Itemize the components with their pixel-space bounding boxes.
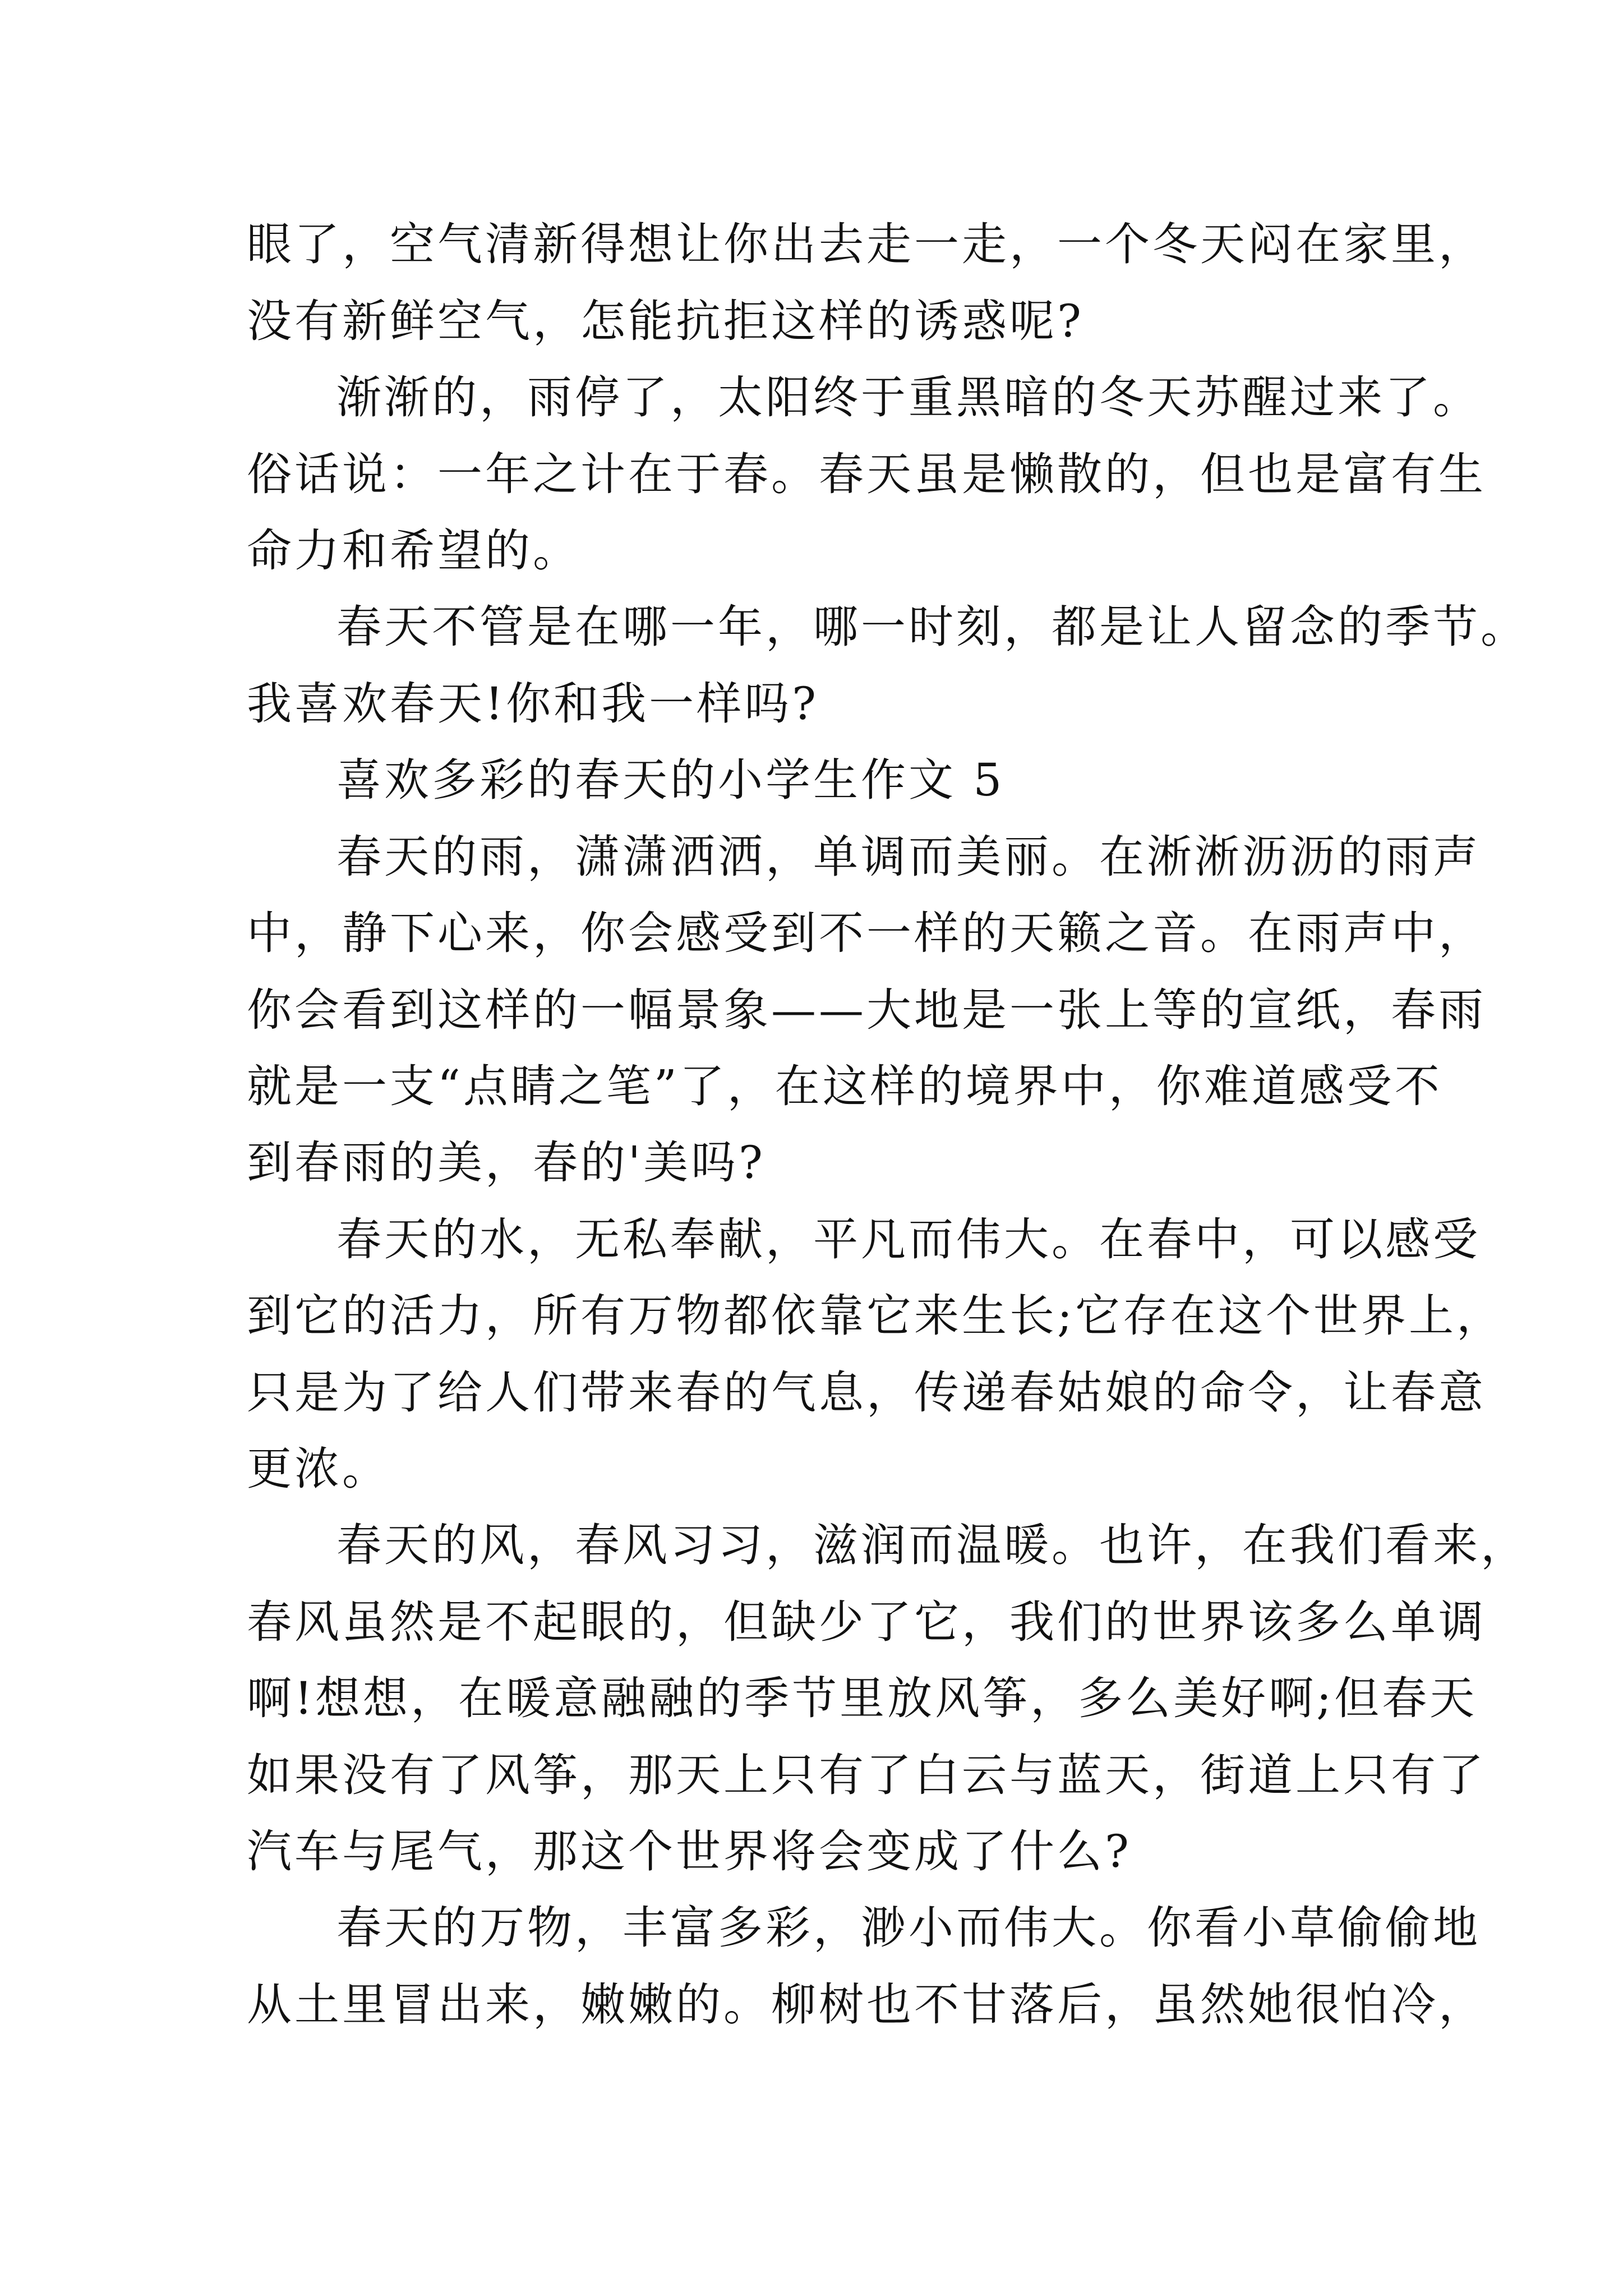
paragraph-start-line: 春天的万物，丰富多彩，渺小而伟大。你看小草偷偷地 — [336, 1902, 1481, 1954]
paragraph-start-line: 春天的风，春风习习，滋润而温暖。也许，在我们看来， — [336, 1519, 1528, 1571]
text-line-20: 啊!想想，在暖意融融的季节里放风筝，多么美好啊;但春天 — [247, 1672, 1478, 1724]
paragraph-start-line: 春天的水，无私奉献，平凡而伟大。在春中，可以感受 — [336, 1213, 1481, 1266]
section-heading: 喜欢多彩的春天的小学生作文 5 — [336, 754, 1005, 806]
paragraph-start-line: 春天的雨，潇潇洒洒，单调而美丽。在淅淅沥沥的雨声 — [336, 831, 1481, 883]
text-line-24: 从土里冒出来，嫩嫩的。柳树也不甘落后，虽然她很怕冷， — [247, 1978, 1486, 2031]
text-line-2: 没有新鲜空气，怎能抗拒这样的诱惑呢? — [247, 295, 1084, 347]
text-line-10: 中，静下心来，你会感受到不一样的天籁之音。在雨声中， — [247, 907, 1486, 959]
text-line-16: 只是为了给人们带来春的气息，传递春姑娘的命令，让春意 — [247, 1366, 1486, 1419]
text-line-11: 你会看到这样的一幅景象——大地是一张上等的宣纸，春雨 — [247, 984, 1486, 1036]
text-line-5: 命力和希望的。 — [247, 524, 580, 577]
paragraph-start-line: 春天不管是在哪一年，哪一时刻，都是让人留念的季节。 — [336, 601, 1528, 653]
text-line-17: 更浓。 — [247, 1443, 390, 1495]
text-line-4: 俗话说：一年之计在于春。春天虽是懒散的，但也是富有生 — [247, 448, 1486, 500]
text-line-7: 我喜欢春天!你和我一样吗? — [247, 678, 819, 730]
text-line-12: 就是一支“点睛之笔”了，在这样的境界中，你难道感受不 — [247, 1060, 1442, 1112]
text-line-15: 到它的活力，所有万物都依靠它来生长;它存在这个世界上， — [247, 1290, 1504, 1342]
text-line-19: 春风虽然是不起眼的，但缺少了它，我们的世界该多么单调 — [247, 1596, 1486, 1648]
paragraph-start-line: 渐渐的，雨停了，太阳终于重黑暗的冬天苏醒过来了。 — [336, 371, 1481, 424]
text-line-13: 到春雨的美，春的'美吗? — [247, 1137, 766, 1189]
text-line-1: 眼了，空气清新得想让你出去走一走，一个冬天闷在家里， — [247, 218, 1486, 270]
text-line-22: 汽车与尾气，那这个世界将会变成了什么? — [247, 1825, 1132, 1878]
text-line-21: 如果没有了风筝，那天上只有了白云与蓝天，街道上只有了 — [247, 1749, 1486, 1801]
